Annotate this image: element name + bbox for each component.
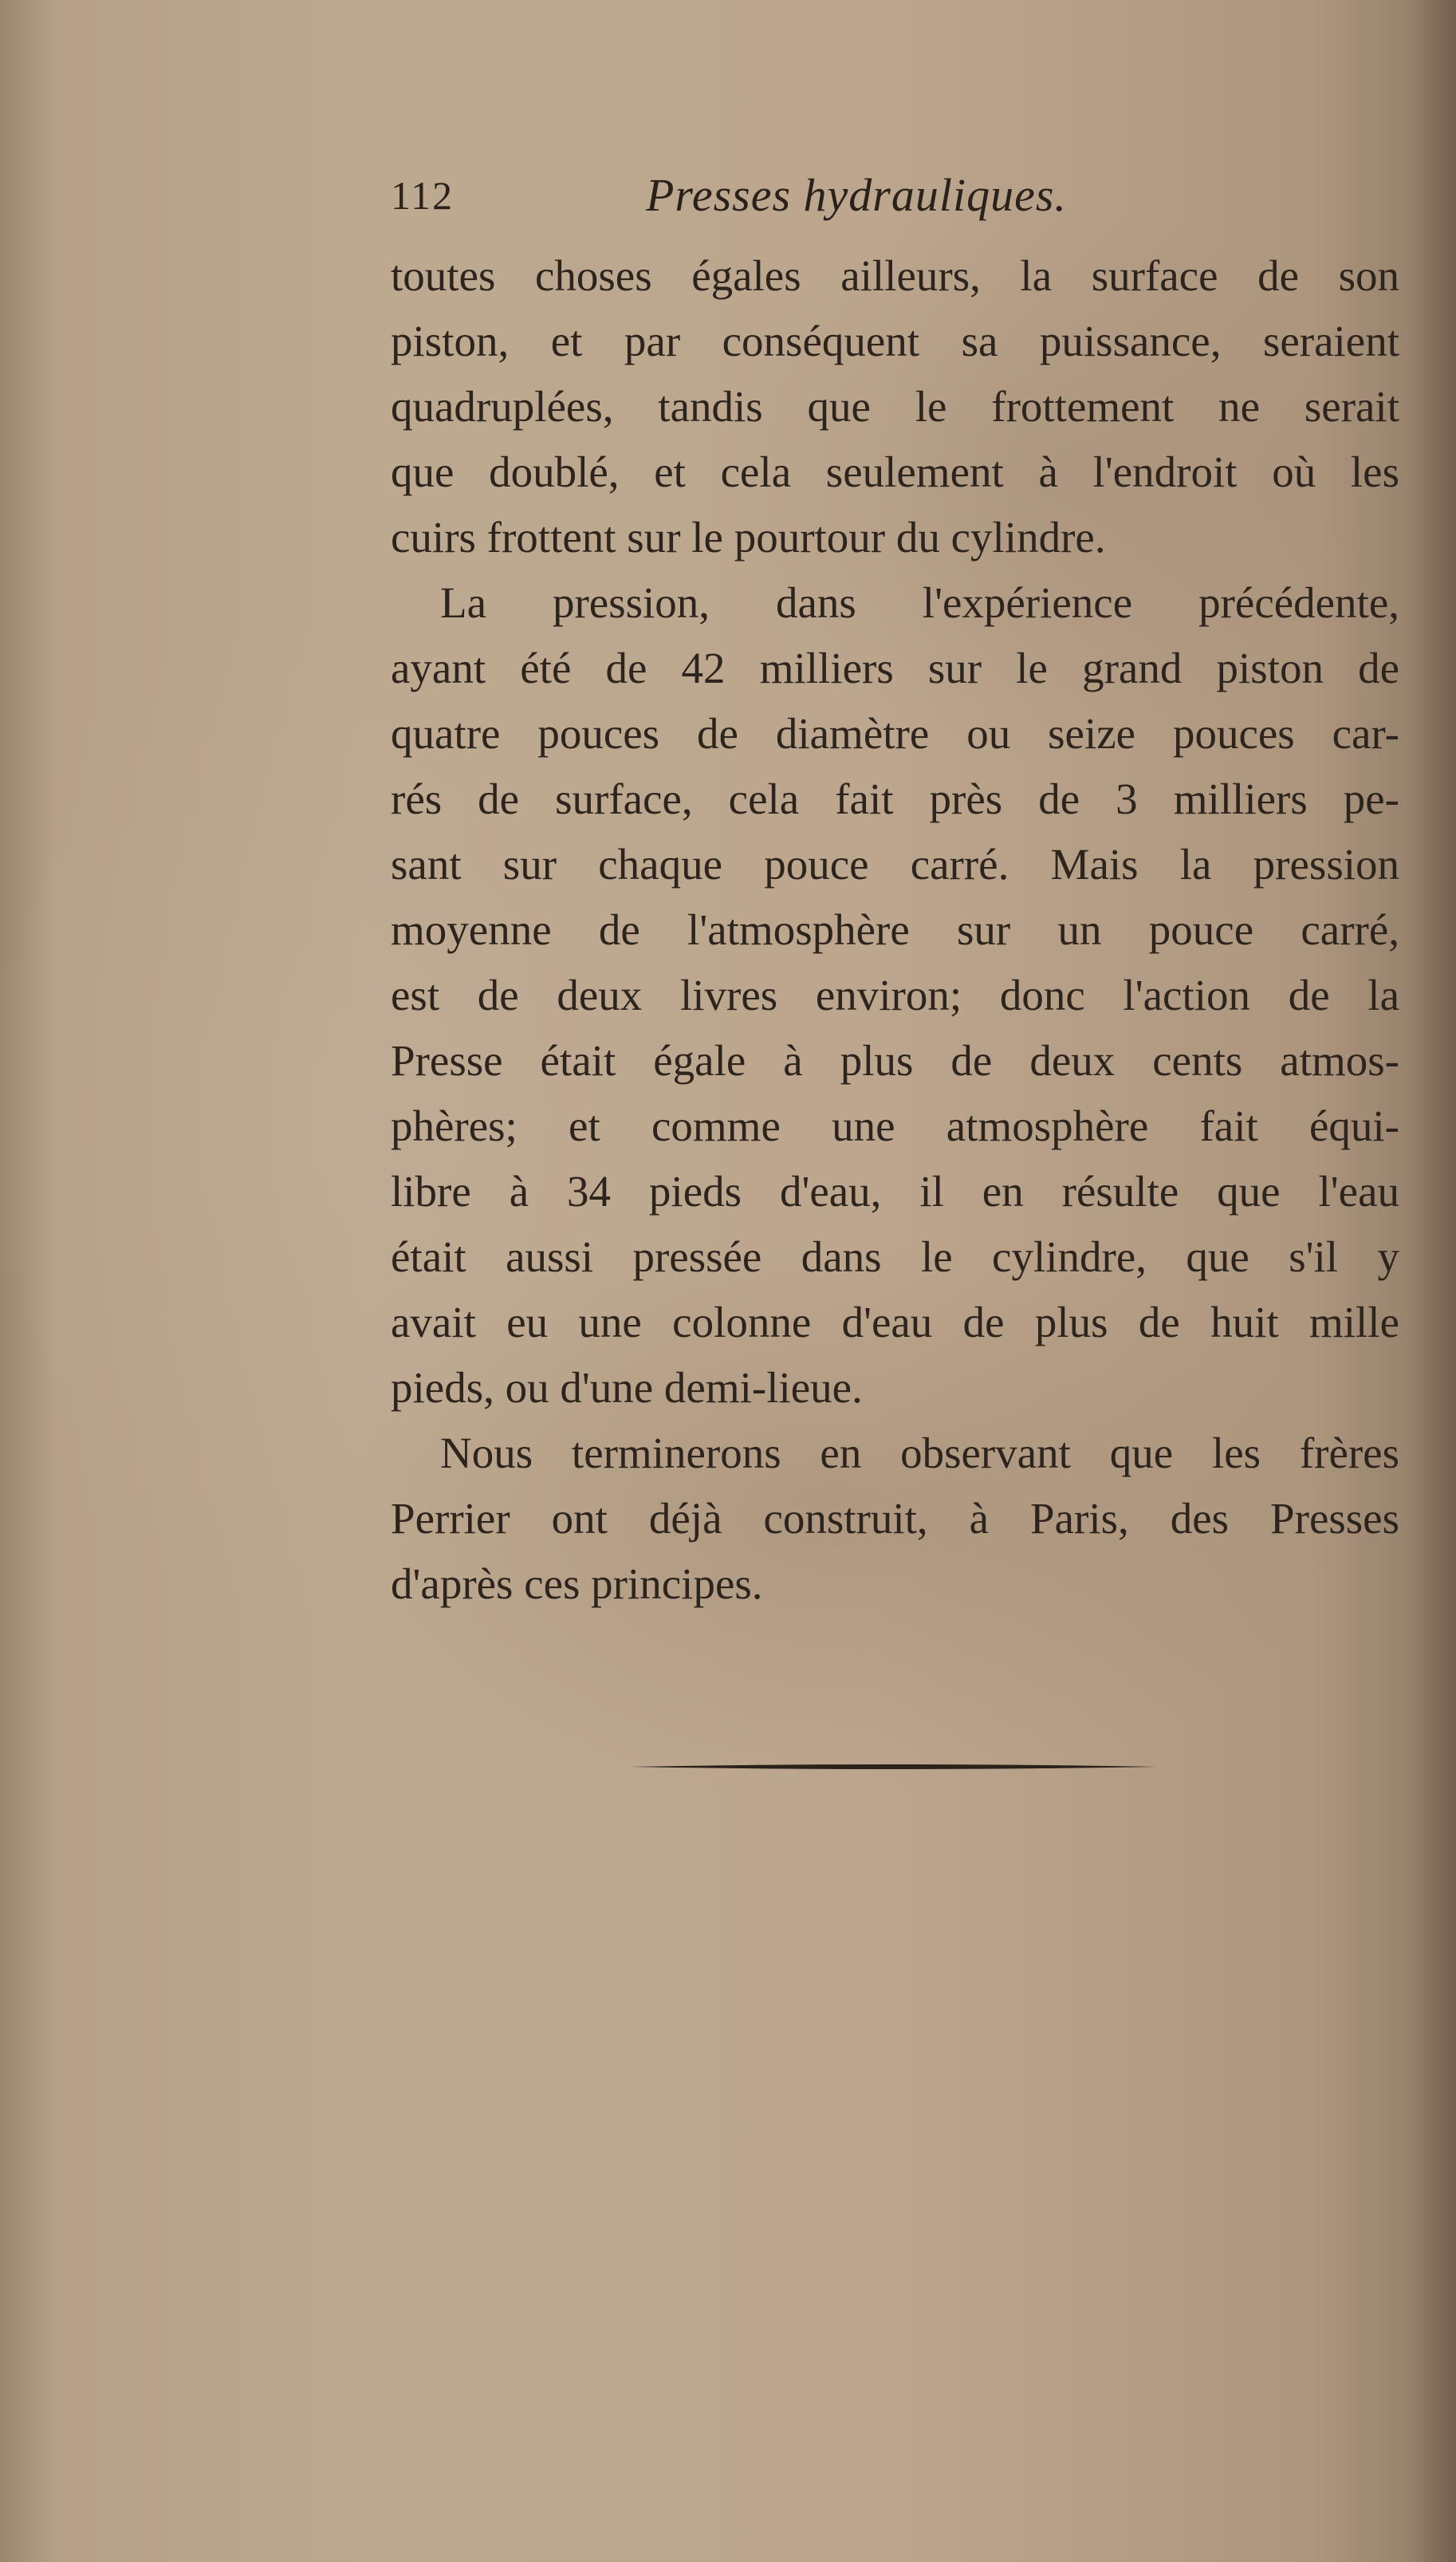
text-line: quatre pouces de diamètre ou seize pouces car- <box>391 709 1399 758</box>
body-text <box>391 243 1399 1617</box>
text-line: sant sur chaque pouce carré. Mais la pression <box>391 840 1399 889</box>
section-end-rule <box>630 1761 1156 1772</box>
text-line: moyenne de l'atmosphère sur un pouce carré, <box>391 905 1399 954</box>
text-line: quadruplées, tandis que le frottement ne serait <box>391 382 1399 431</box>
text-line: phères; et comme une atmosphère fait équi- <box>391 1102 1399 1150</box>
text-line: est de deux livres environ; donc l'action de la <box>391 971 1399 1019</box>
text-line: était aussi pressée dans le cylindre, que s'il y <box>391 1232 1399 1281</box>
paragraph-1 <box>391 243 1399 570</box>
text-line: pieds, ou d'une demi-lieue. <box>391 1363 863 1412</box>
text-line: La pression, dans l'expérience précédente, <box>440 578 1399 627</box>
paragraph-3 <box>391 1421 1399 1617</box>
text-line: que doublé, et cela seulement à l'endroit où les <box>391 447 1399 496</box>
page-number: 112 <box>391 173 455 218</box>
text-line: avait eu une colonne d'eau de plus de huit mille <box>391 1298 1399 1346</box>
text-line: Presse était égale à plus de deux cents atmos- <box>391 1036 1399 1085</box>
text-line: cuirs frottent sur le pourtour du cylindre. <box>391 513 1106 562</box>
text-line: libre à 34 pieds d'eau, il en résulte que l'eau <box>391 1167 1399 1216</box>
text-line: d'après ces principes. <box>391 1559 763 1608</box>
running-title: Presses hydrauliques. <box>646 169 1067 221</box>
text-line: ayant été de 42 milliers sur le grand piston de <box>391 644 1399 692</box>
paragraph-2 <box>391 570 1399 1421</box>
text-line: Nous terminerons en observant que les frères <box>440 1429 1399 1477</box>
text-line: toutes choses égales ailleurs, la surface de son <box>391 251 1399 300</box>
text-line: piston, et par conséquent sa puissance, seraient <box>391 317 1399 365</box>
text-line: Perrier ont déjà construit, à Paris, des Presses <box>391 1494 1399 1543</box>
page-header <box>391 164 1395 227</box>
text-line: rés de surface, cela fait près de 3 milliers pe- <box>391 775 1399 823</box>
